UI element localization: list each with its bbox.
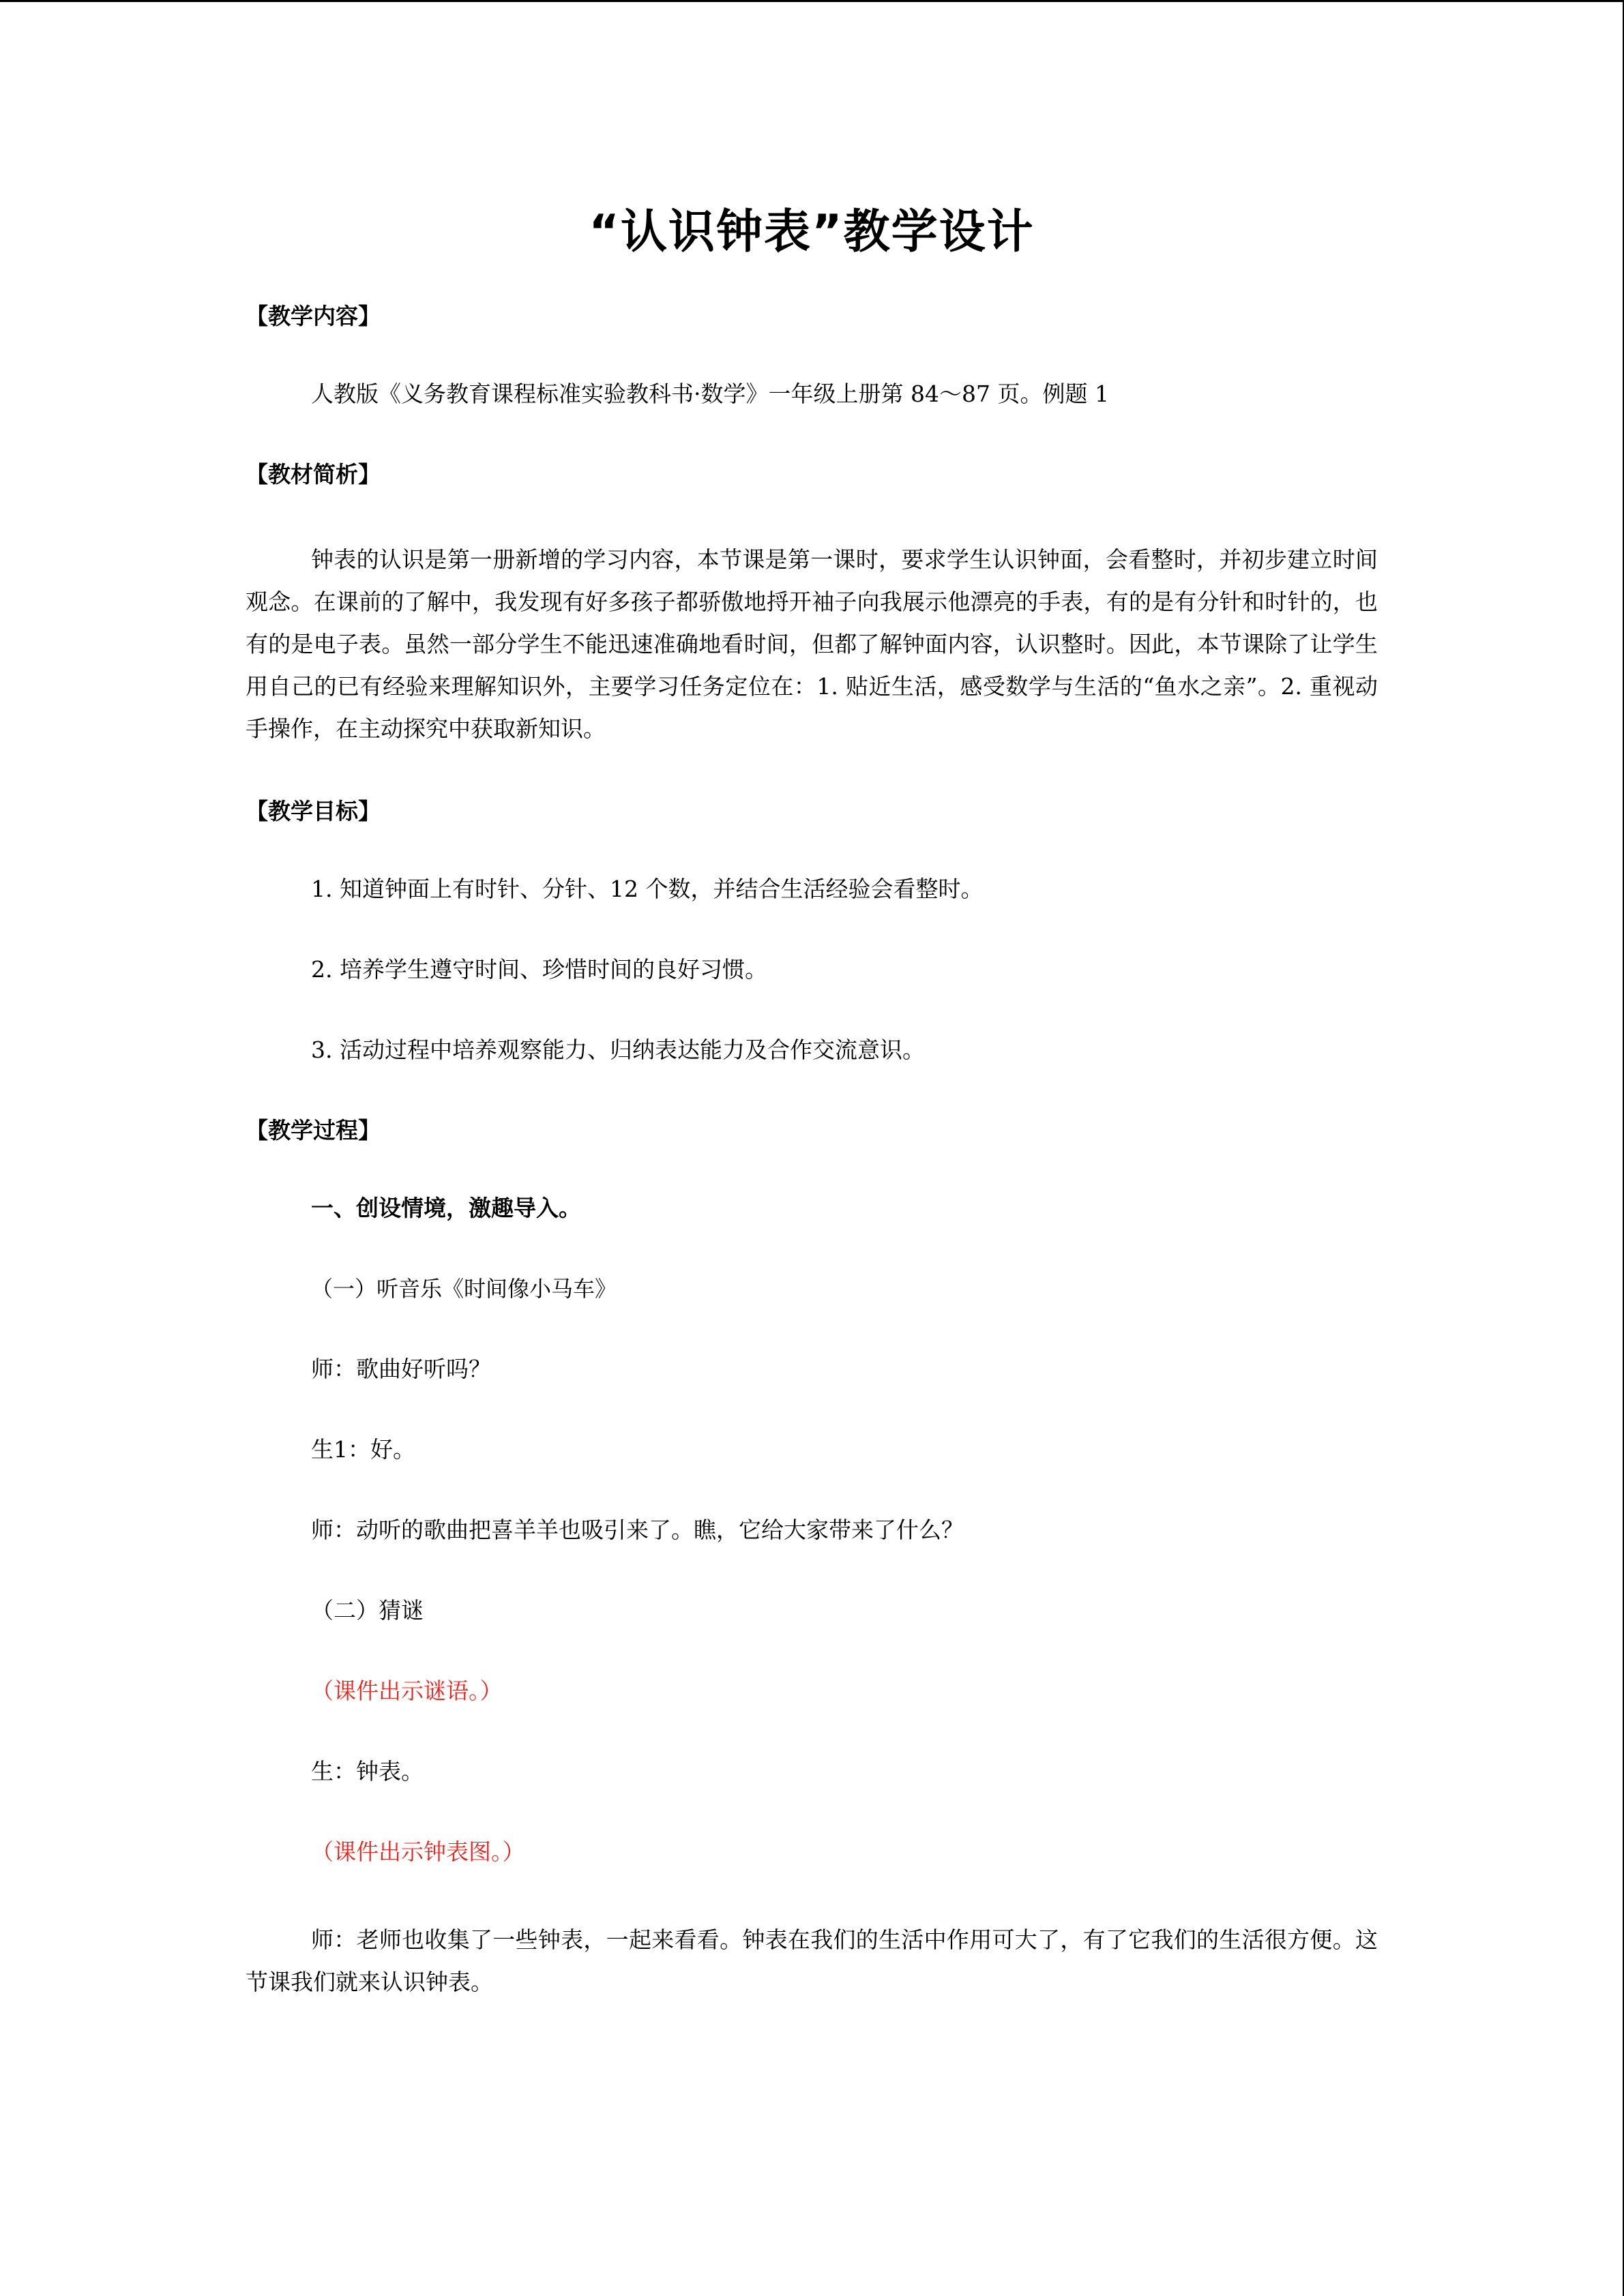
courseware-note-2: （课件出示钟表图。） — [311, 1838, 525, 1865]
goal-item-1: 1. 知道钟面上有时针、分针、12 个数，并结合生活经验会看整时。 — [311, 875, 984, 902]
process-step-one: 一、创设情境，激趣导入。 — [311, 1194, 581, 1221]
heading-teaching-goals: 【教学目标】 — [246, 797, 381, 824]
process-sub-one: （一）听音乐《时间像小马车》 — [311, 1275, 617, 1302]
dialog-line-4: 生：钟表。 — [311, 1757, 424, 1785]
dialog-line-3: 师：动听的歌曲把喜羊羊也吸引来了。瞧，它给大家带来了什么？ — [311, 1516, 964, 1543]
process-sub-two: （二）猜谜 — [311, 1596, 424, 1624]
goal-item-3: 3. 活动过程中培养观察能力、归纳表达能力及合作交流意识。 — [311, 1036, 925, 1063]
heading-material-analysis: 【教材简析】 — [246, 460, 381, 488]
courseware-note-1: （课件出示谜语。） — [311, 1677, 503, 1704]
document-page — [246, 205, 1378, 2051]
closing-paragraph: 师：老师也收集了一些钟表，一起来看看。钟表在我们的生活中作用可大了，有了它我们的生活很方便。这节课我们就来认识钟表。 — [246, 1926, 1378, 1995]
top-border-line — [0, 0, 1624, 2]
heading-teaching-content: 【教学内容】 — [246, 302, 381, 329]
teaching-content-text: 人教版《义务教育课程标准实验教科书·数学》一年级上册第 84～87 页。例题 1 — [311, 380, 1109, 407]
document-title: “认识钟表”教学设计 — [589, 205, 1035, 259]
dialog-line-1: 师：歌曲好听吗？ — [311, 1355, 491, 1382]
heading-teaching-process: 【教学过程】 — [246, 1116, 381, 1144]
material-analysis-text: 钟表的认识是第一册新增的学习内容，本节课是第一课时，要求学生认识钟面，会看整时，并初步建立时间观念。在课前的了解中，我发现有好多孩子都骄傲地捋开袖子向我展示他漂亮的手表，有的是有分针和时针的，也有的是电子表。虽然一部分学生不能迅速准确地看时间，但都了解钟面内容，认识整时。因此，本节课除了让学生用自己的已有经验来理解知识外，主要学习任务定位在：1. 贴近生活，感受数学与生活的“鱼水之亲”。2. 重视动手操作，在主动探究中获取新知识。 — [246, 546, 1378, 742]
dialog-line-2: 生1：好。 — [311, 1435, 415, 1463]
goal-item-2: 2. 培养学生遵守时间、珍惜时间的良好习惯。 — [311, 955, 767, 983]
